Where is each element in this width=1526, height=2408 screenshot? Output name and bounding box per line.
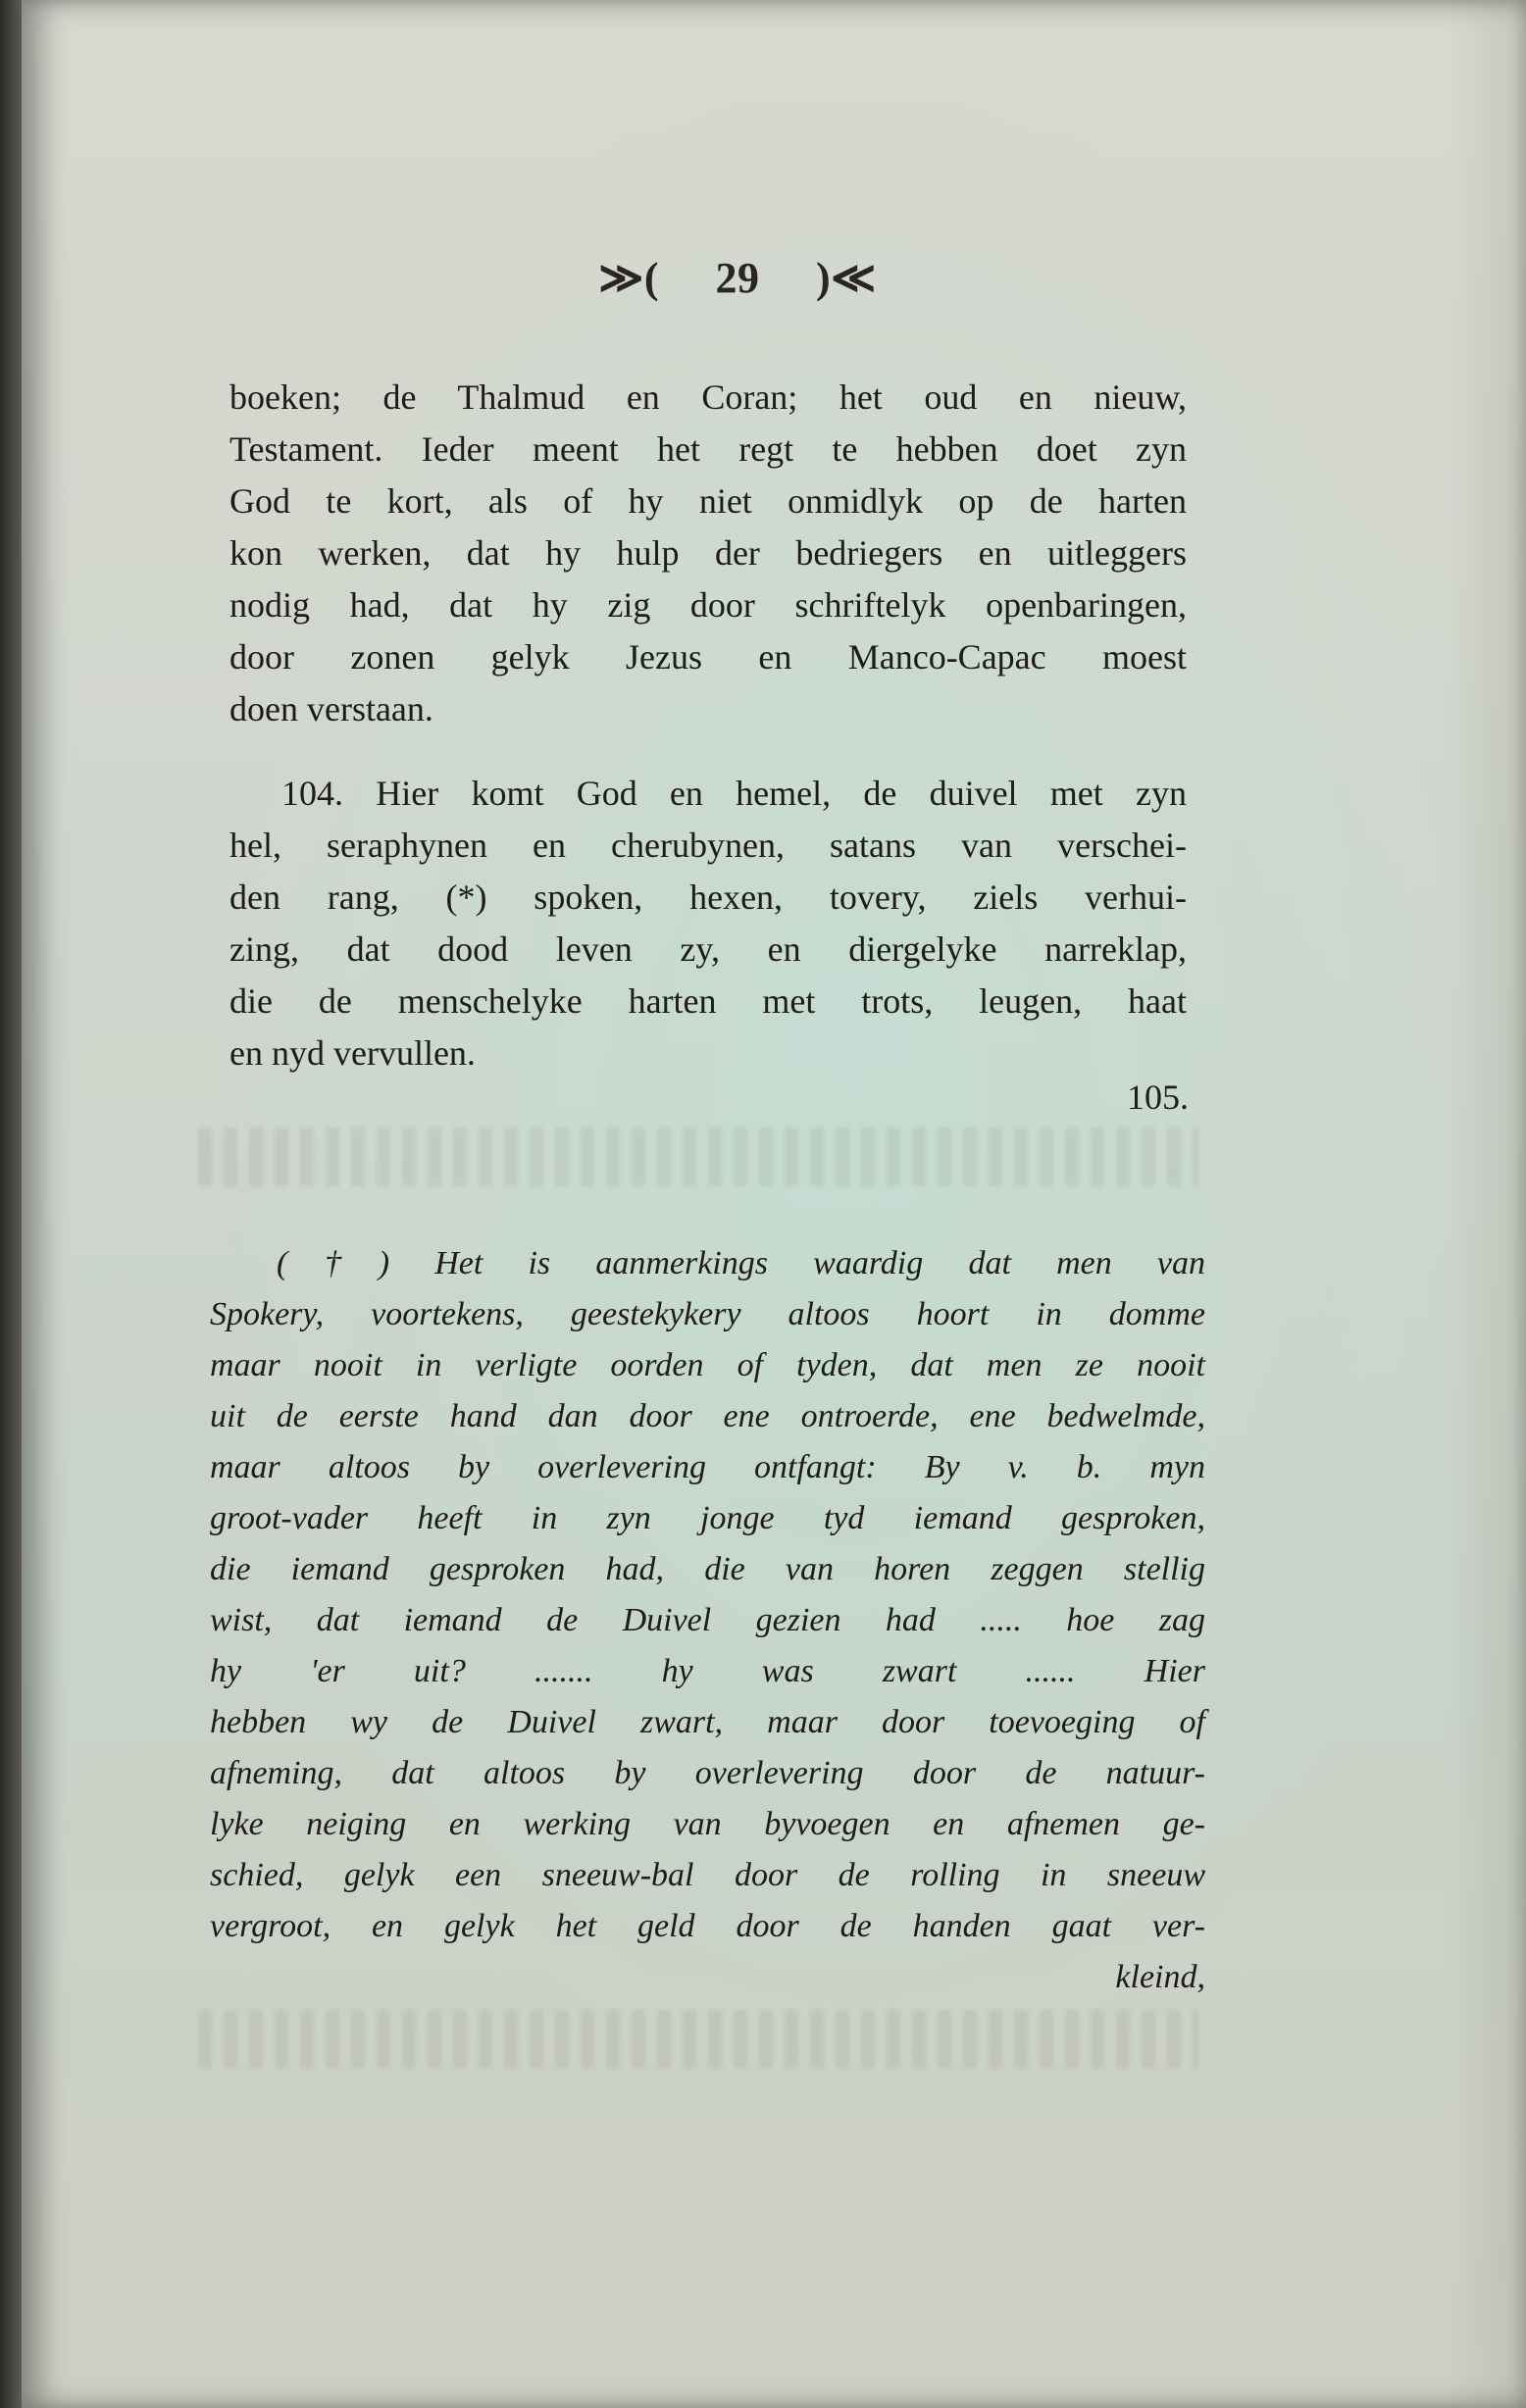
footnote-line: groot-vader heeft in zyn jonge tyd iemand gesproken, (210, 1500, 1205, 1536)
footnote-line: uit de eerste hand dan door ene ontroerde, ene bedwelmde, (210, 1398, 1205, 1434)
text-line: den rang, (*) spoken, hexen, tovery, ziels verhui- (229, 878, 1187, 917)
footnote-line: die iemand gesproken had, die van horen zeggen stellig (210, 1551, 1205, 1587)
text-line: kon werken, dat hy hulp der bedriegers en uitleggers (229, 533, 1187, 573)
show-through (198, 2010, 1198, 2069)
footnote-line: schied, gelyk een sneeuw-bal door de rolling in sneeuw (210, 1857, 1205, 1893)
text-line: hel, seraphynen en cherubynen, satans van verschei- (229, 826, 1187, 865)
footnote-line: hebben wy de Duivel zwart, maar door toevoeging of (210, 1704, 1205, 1740)
footnote-line: afneming, dat altoos by overlevering door de natuur- (210, 1755, 1205, 1791)
text-line: God te kort, als of hy niet onmidlyk op de harten (229, 481, 1187, 521)
footnote-line: vergroot, en gelyk het geld door de handen gaat ver- (210, 1908, 1205, 1944)
text-line: 104. Hier komt God en hemel, de duivel met zyn (281, 774, 1187, 813)
text-line: door zonen gelyk Jezus en Manco-Capac moest (229, 637, 1187, 677)
left-ornament: ≫( (598, 254, 659, 302)
text-line: die de menschelyke harten met trots, leugen, haat (229, 981, 1187, 1021)
footnote-line: Spokery, voortekens, geestekykery altoos hoort in domme (210, 1296, 1205, 1332)
text-line: Testament. Ieder meent het regt te hebben doet zyn (229, 429, 1187, 469)
footnote-line: maar altoos by overlevering ontfangt: By v. b. myn (210, 1449, 1205, 1485)
text-line: doen verstaan. (229, 689, 433, 728)
footnote-line: hy 'er uit? ....... hy was zwart ...... Hier (210, 1653, 1205, 1689)
text-line: zing, dat dood leven zy, en diergelyke narreklap, (229, 929, 1187, 969)
text-line: boeken; de Thalmud en Coran; het oud en nieuw, (229, 377, 1187, 417)
page-number: 29 (715, 254, 760, 302)
footnote-line: maar nooit in verligte oorden of tyden, dat men ze nooit (210, 1347, 1205, 1383)
footnote-line: wist, dat iemand de Duivel gezien had ..... hoe zag (210, 1602, 1205, 1638)
right-ornament: )≪ (816, 254, 877, 302)
catchword: 105. (1127, 1078, 1189, 1117)
footnote-line: lyke neiging en werking van byvoegen en afnemen ge- (210, 1806, 1205, 1842)
page-header (532, 253, 943, 303)
show-through (198, 1128, 1198, 1186)
book-page (22, 0, 1526, 2408)
footnote-line: kleind, (1115, 1959, 1205, 1995)
text-line: en nyd vervullen. (229, 1033, 476, 1073)
footnote-line: (†) Het is aanmerkings waardig dat men van (277, 1245, 1205, 1281)
text-line: nodig had, dat hy zig door schriftelyk openbaringen, (229, 585, 1187, 625)
